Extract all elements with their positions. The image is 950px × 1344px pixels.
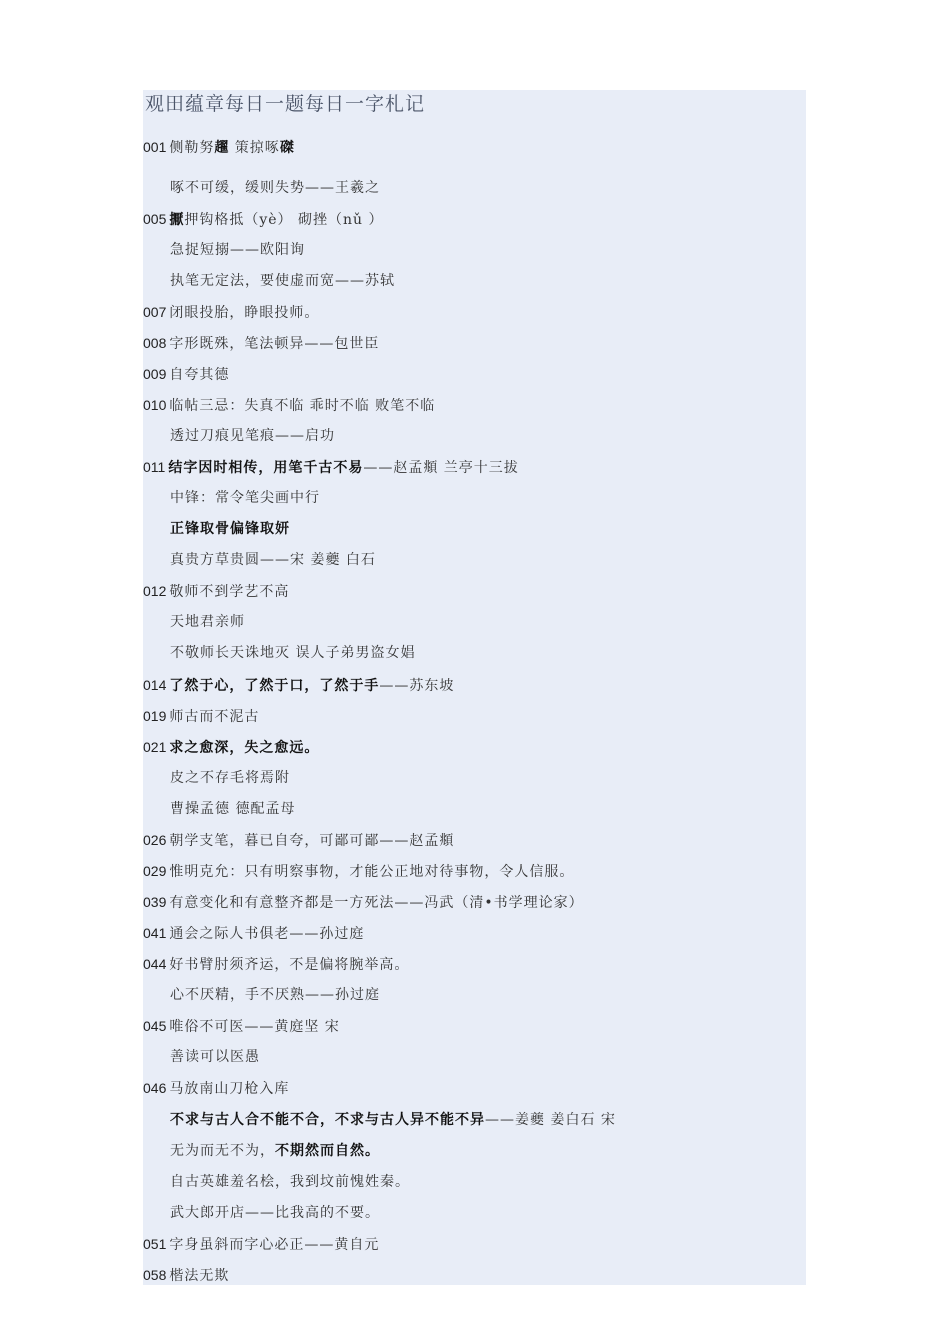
note-text: ——赵孟頫 兰亭十三拔 — [363, 460, 519, 476]
note-text-bold: 求之愈深，失之愈远。 — [169, 740, 320, 756]
note-text: 有意变化和有意整齐都是一方死法——冯武（清•书学理论家） — [169, 895, 584, 911]
note-text: 押钩格抵（yè） 砌挫（nǔ ） — [184, 212, 384, 228]
note-line — [170, 550, 376, 570]
note-line — [170, 799, 295, 819]
note-number: 044 — [143, 956, 167, 972]
note-text: 敬师不到学艺不高 — [169, 584, 290, 600]
note-text: 闭眼投胎，睁眼投师。 — [169, 305, 320, 321]
note-line — [170, 643, 415, 663]
note-text-bold: 擫 — [169, 212, 185, 228]
note-text: 真贵方草贵圆——宋 姜夔 白石 — [170, 552, 376, 568]
note-line — [170, 1203, 380, 1223]
note-text: 不敬师长天诛地灭 误人子弟男盗女娼 — [170, 645, 416, 661]
note-line — [170, 1110, 616, 1130]
note-text: 马放南山刀枪入库 — [169, 1081, 290, 1097]
note-text: 执笔无定法，要使虚而宽——苏轼 — [170, 273, 395, 289]
note-line — [170, 178, 380, 198]
note-number: 014 — [143, 677, 167, 693]
note-line — [143, 675, 454, 696]
note-number: 019 — [143, 708, 167, 724]
note-text: 字形既殊，笔法顿异——包世臣 — [169, 336, 380, 352]
note-line — [170, 488, 320, 508]
note-line — [170, 612, 245, 632]
note-text: 皮之不存毛将焉附 — [170, 770, 290, 786]
note-text: 无为而无不为， — [170, 1143, 275, 1159]
note-line — [170, 1141, 380, 1161]
note-text: 曹操孟德 德配孟母 — [170, 801, 296, 817]
note-number: 026 — [143, 832, 167, 848]
note-line — [143, 1016, 340, 1037]
note-line — [143, 333, 379, 354]
note-number: 039 — [143, 894, 167, 910]
page-title: 观田蕴章每日一题每日一字札记 — [145, 93, 426, 115]
note-number: 012 — [143, 583, 167, 599]
note-text: 楷法无欺 — [169, 1268, 230, 1284]
note-number: 001 — [143, 139, 167, 155]
note-number: 008 — [143, 335, 167, 351]
note-text: 天地君亲师 — [170, 614, 245, 630]
note-number: 058 — [143, 1267, 167, 1283]
note-text: 朝学支笔，暮已自夸，可鄙可鄙——赵孟頫 — [169, 833, 455, 849]
note-number: 029 — [143, 863, 167, 879]
note-line — [143, 737, 319, 758]
note-text: ——姜夔 姜白石 宋 — [485, 1112, 616, 1128]
note-text: ——苏东坡 — [379, 678, 455, 694]
note-line — [143, 364, 229, 385]
note-line — [143, 209, 384, 230]
note-line — [143, 923, 364, 944]
note-text: 善读可以医愚 — [170, 1049, 260, 1065]
note-text: 武大郎开店——比我高的不要。 — [170, 1205, 380, 1221]
note-text: 中锋：常令笔尖画中行 — [170, 490, 320, 506]
note-line — [170, 985, 380, 1005]
note-line — [170, 1047, 260, 1067]
note-line — [170, 768, 290, 788]
note-text: 临帖三忌：失真不临 乖时不临 败笔不临 — [169, 398, 436, 414]
note-text: 策掠啄 — [229, 140, 280, 156]
note-text: 侧勒努 — [169, 140, 215, 156]
note-text: 急捉短搦——欧阳询 — [170, 242, 305, 258]
note-text: 啄不可缓，缓则失势——王羲之 — [170, 180, 380, 196]
note-number: 011 — [143, 459, 166, 475]
note-line — [143, 581, 289, 602]
note-text: 透过刀痕见笔痕——启功 — [170, 428, 335, 444]
note-line — [143, 861, 574, 882]
note-text-bold: 磔 — [279, 140, 295, 156]
note-text-bold: 结字因时相传，用笔千古不易 — [168, 460, 364, 476]
note-text: 通会之际人书俱老——孙过庭 — [169, 926, 365, 942]
note-line — [143, 395, 435, 416]
note-line — [170, 519, 290, 539]
note-text-bold: 不求与古人合不能不合，不求与古人异不能不异 — [170, 1112, 485, 1128]
note-line — [143, 137, 295, 158]
note-line — [143, 1078, 289, 1099]
note-line — [143, 457, 519, 478]
note-number: 021 — [143, 739, 167, 755]
note-text: 自古英雄羞名桧，我到坟前愧姓秦。 — [170, 1174, 410, 1190]
note-line — [170, 240, 305, 260]
note-number: 007 — [143, 304, 167, 320]
note-text-bold: 不期然而自然。 — [275, 1143, 380, 1159]
note-text-bold: 了然于心，了然于口，了然于手 — [169, 678, 380, 694]
note-text: 好书臂肘须齐运，不是偏将腕举高。 — [169, 957, 410, 973]
note-line — [143, 1234, 379, 1255]
note-line — [143, 706, 259, 727]
note-number: 046 — [143, 1080, 167, 1096]
note-text: 惟明克允：只有明察事物，才能公正地对待事物，令人信服。 — [169, 864, 575, 880]
note-line — [170, 271, 395, 291]
note-text: 自夸其德 — [169, 367, 230, 383]
note-number: 045 — [143, 1018, 167, 1034]
note-line — [143, 830, 454, 851]
note-line — [143, 892, 584, 913]
note-text-bold: 正锋取骨偏锋取妍 — [170, 521, 290, 537]
note-number: 051 — [143, 1236, 167, 1252]
note-text: 唯俗不可医——黄庭坚 宋 — [169, 1019, 340, 1035]
note-line — [170, 426, 335, 446]
note-number: 041 — [143, 925, 167, 941]
note-text: 师古而不泥古 — [169, 709, 260, 725]
note-text: 字身虽斜而字心必正——黄自元 — [169, 1237, 380, 1253]
note-line — [143, 1265, 229, 1286]
note-text-bold: 趯 — [214, 140, 230, 156]
note-line — [143, 954, 409, 975]
note-line — [170, 1172, 410, 1192]
note-line — [143, 302, 319, 323]
note-number: 009 — [143, 366, 167, 382]
note-number: 010 — [143, 397, 167, 413]
note-text: 心不厌精，手不厌熟——孙过庭 — [170, 987, 380, 1003]
note-number: 005 — [143, 211, 167, 227]
